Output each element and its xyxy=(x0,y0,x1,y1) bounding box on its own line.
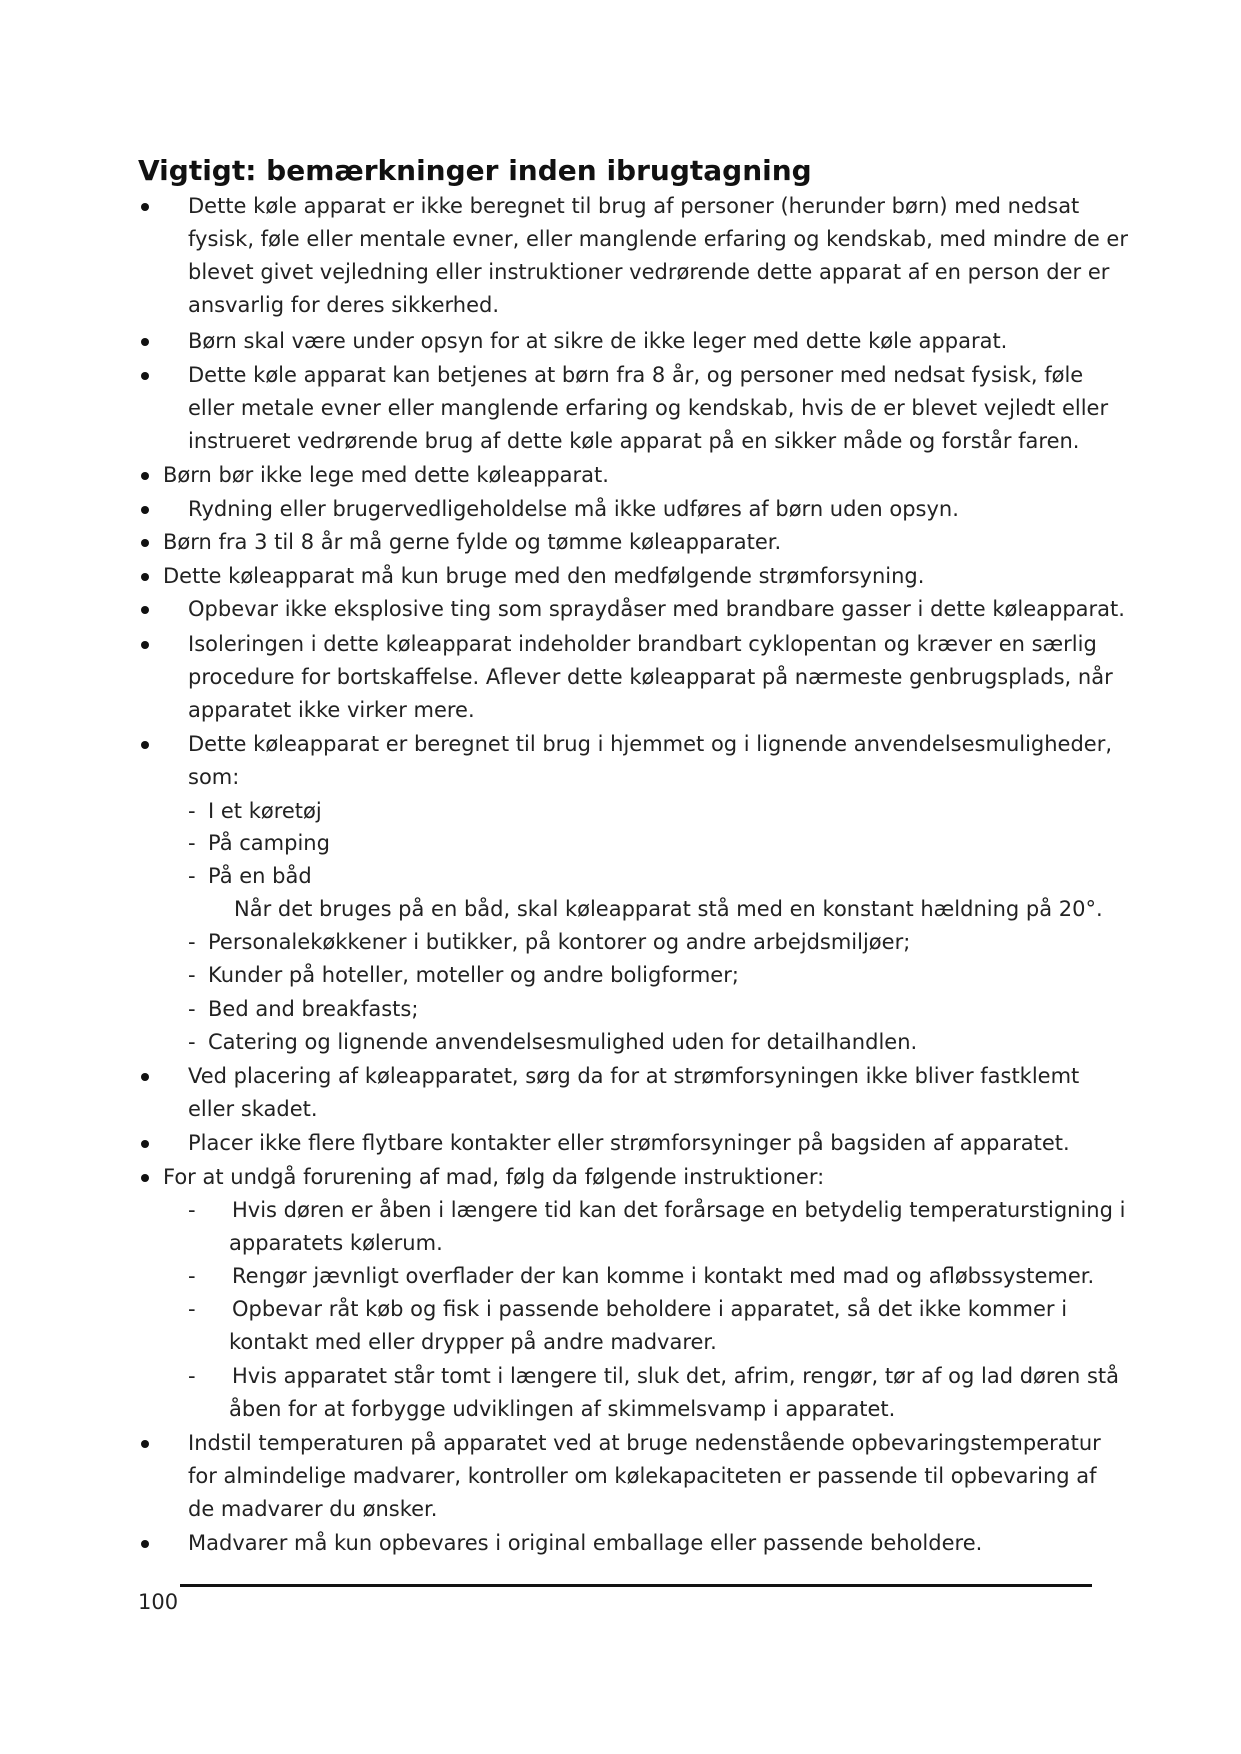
dash-icon: - xyxy=(188,1264,196,1288)
bullet-icon xyxy=(141,203,149,211)
page-title: Vigtigt: bemærkninger inden ibrugtagning xyxy=(138,154,812,187)
list-item: Dette køle apparat kan betjenes at børn fra 8 år, og personer med nedsat fysisk, føle eller metale evner eller manglende erfaring og kendskab, hvis de er blevet vejledt eller instrueret vedrørende brug af dette køle apparat på en sikker måde og forstår faren. xyxy=(188,363,1109,453)
list-item: Dette køleapparat må kun bruge med den medfølgende strømforsyning. xyxy=(163,564,925,588)
bullet-icon xyxy=(141,1440,149,1448)
list-item: Placer ikke flere flytbare kontakter eller strømforsyninger på bagsiden af apparatet. xyxy=(188,1131,1070,1155)
page-number: 100 xyxy=(138,1590,179,1614)
sub-list-item: Catering og lignende anvendelsesmulighed uden for detailhandlen. xyxy=(208,1030,918,1054)
bullet-icon xyxy=(141,506,149,514)
bullet-icon xyxy=(141,1073,149,1081)
list-item: Børn fra 3 til 8 år må gerne fylde og tømme køleapparater. xyxy=(163,530,782,554)
dash-icon: - xyxy=(188,1198,196,1222)
sub-list-item: Hvis apparatet står tomt i længere til, sluk det, afrim, rengør, tør af og lad døren stå åben for at forbygge udviklingen af skimmelsvamp i apparatet. xyxy=(229,1364,1120,1421)
list-item: Rydning eller brugervedligeholdelse må ikke udføres af børn uden opsyn. xyxy=(188,497,959,521)
bullet-icon xyxy=(141,539,149,547)
list-item: Isoleringen i dette køleapparat indeholder brandbart cyklopentan og kræver en særlig procedure for bortskaffelse. Aflever dette køleapparat på nærmeste genbrugsplads, når apparatet ikke virker mere. xyxy=(188,632,1113,722)
sub-list-item: Bed and breakfasts; xyxy=(208,997,419,1021)
sub-list-item: Rengør jævnligt overflader der kan komme i kontakt med mad og afløbssystemer. xyxy=(232,1264,1095,1288)
bullet-icon xyxy=(141,1140,149,1148)
dash-icon: - xyxy=(188,963,196,987)
bullet-icon xyxy=(141,372,149,380)
footer-rule xyxy=(180,1584,1092,1587)
list-item: Dette køleapparat er beregnet til brug i hjemmet og i lignende anvendelsesmuligheder, som: xyxy=(188,732,1113,789)
bullet-icon xyxy=(141,641,149,649)
list-item: Børn skal være under opsyn for at sikre de ikke leger med dette køle apparat. xyxy=(188,329,1008,353)
list-item: Ved placering af køleapparatet, sørg da for at strømforsyningen ikke bliver fastklemt eller skadet. xyxy=(188,1064,1080,1121)
dash-icon: - xyxy=(188,831,196,855)
bullet-icon xyxy=(141,606,149,614)
bullet-icon xyxy=(141,472,149,480)
list-item: For at undgå forurening af mad, følg da følgende instruktioner: xyxy=(163,1165,825,1189)
list-item: Indstil temperaturen på apparatet ved at bruge nedenstående opbevaringstemperatur for almindelige madvarer, kontroller om kølekapaciteten er passende til opbevaring af de madvarer du ønsker. xyxy=(188,1431,1101,1521)
bullet-icon xyxy=(141,573,149,581)
dash-icon: - xyxy=(188,1297,196,1321)
list-item: Dette køle apparat er ikke beregnet til brug af personer (herunder børn) med nedsat fysisk, føle eller mentale evner, eller manglende erfaring og kendskab, med mindre de er blevet givet vejledning eller instruktioner vedrørende dette apparat af en person der er ansvarlig for deres sikkerhed. xyxy=(188,194,1128,317)
sub-list-item: Kunder på hoteller, moteller og andre boligformer; xyxy=(208,963,739,987)
sub-list-item: Personalekøkkener i butikker, på kontorer og andre arbejdsmiljøer; xyxy=(208,930,911,954)
bullet-icon xyxy=(141,338,149,346)
dash-icon: - xyxy=(188,1030,196,1054)
dash-icon: - xyxy=(188,1364,196,1388)
dash-icon: - xyxy=(188,930,196,954)
dash-icon: - xyxy=(188,799,196,823)
bullet-icon xyxy=(141,1174,149,1182)
sub-list-item: På en båd xyxy=(208,864,312,888)
sub-list-item: Opbevar råt køb og fisk i passende beholdere i apparatet, så det ikke kommer i kontakt med eller drypper på andre madvarer. xyxy=(229,1297,1068,1354)
bullet-icon xyxy=(141,1540,149,1548)
dash-icon: - xyxy=(188,864,196,888)
list-item: Børn bør ikke lege med dette køleapparat. xyxy=(163,463,609,487)
bullet-icon xyxy=(141,741,149,749)
list-item: Madvarer må kun opbevares i original emballage eller passende beholdere. xyxy=(188,1531,983,1555)
boat-note: Når det bruges på en båd, skal køleapparat stå med en konstant hældning på 20°. xyxy=(234,897,1103,921)
list-item: Opbevar ikke eksplosive ting som spraydåser med brandbare gasser i dette køleapparat. xyxy=(188,597,1125,621)
dash-icon: - xyxy=(188,997,196,1021)
sub-list-item: Hvis døren er åben i længere tid kan det forårsage en betydelig temperaturstigning i apparatets kølerum. xyxy=(229,1198,1126,1255)
sub-list-item: I et køretøj xyxy=(208,799,322,823)
sub-list-item: På camping xyxy=(208,831,330,855)
